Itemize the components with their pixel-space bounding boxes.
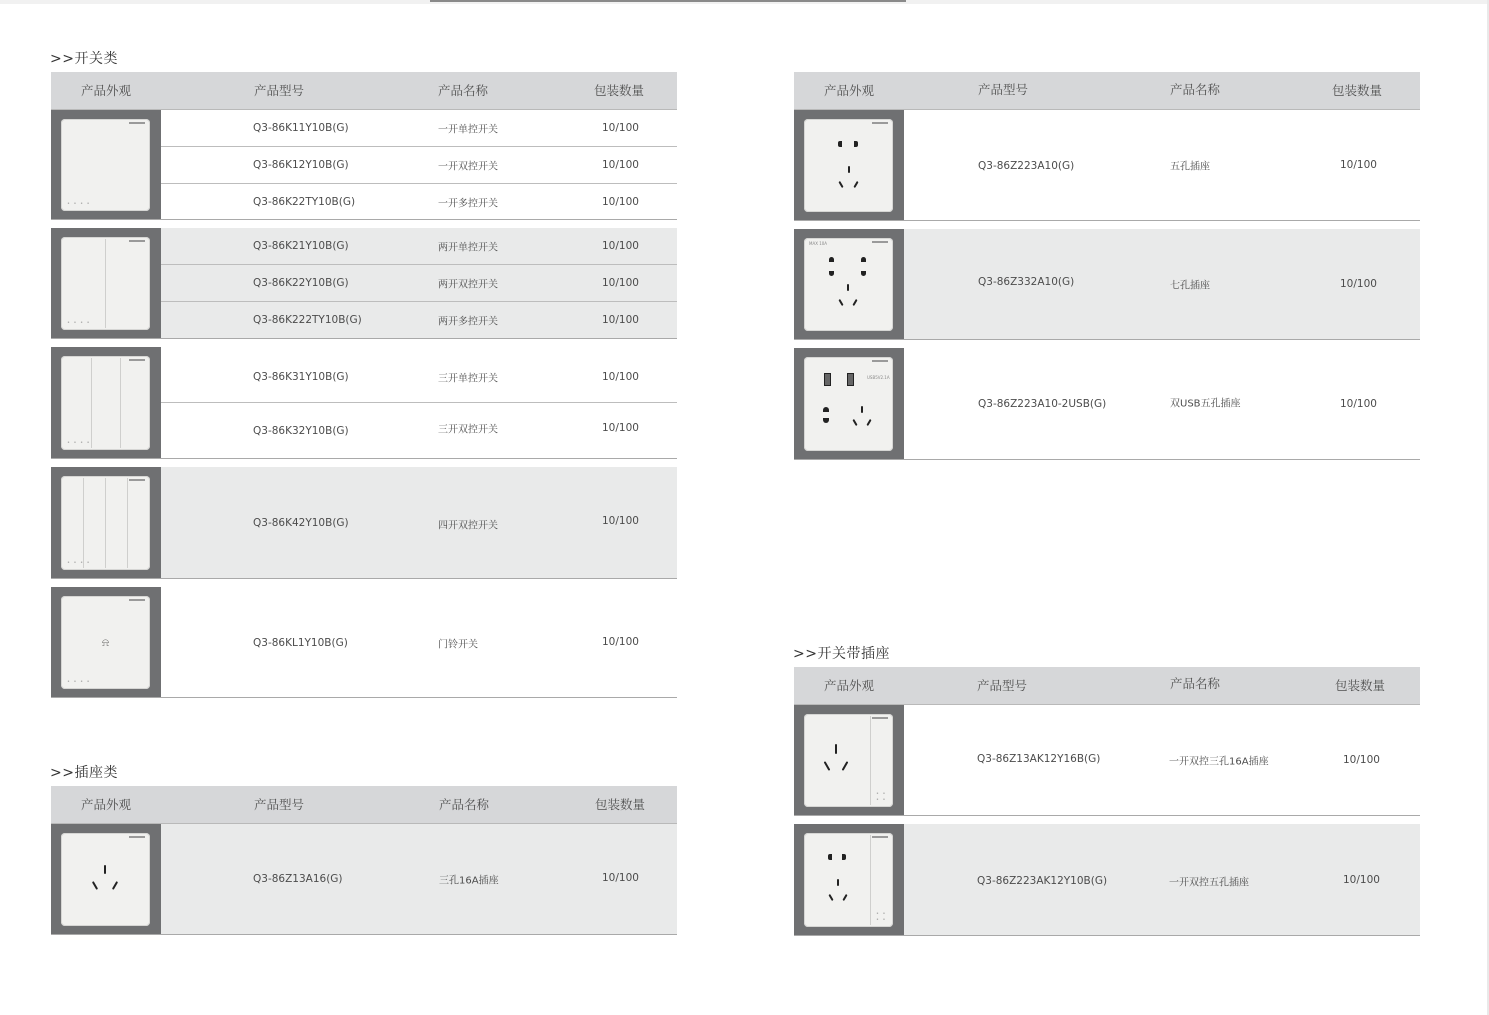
top-strip-line — [430, 0, 906, 2]
switches-table — [51, 72, 677, 698]
table-row — [161, 587, 677, 697]
table-row — [904, 705, 1420, 815]
qty-cell: 10/100 — [602, 240, 639, 252]
model-cell: Q3-86Z223A10(G) — [978, 160, 1075, 173]
three-hole-socket-image — [61, 833, 150, 926]
switch-five-hole-socket-image: • • • • — [804, 833, 893, 927]
product-image-cell — [794, 110, 904, 220]
header-model: 产品型号 — [254, 83, 305, 98]
model-cell: Q3-86Z223AK12Y10B(G) — [977, 874, 1108, 887]
product-image-cell — [794, 824, 904, 935]
header-name: 产品名称 — [1170, 676, 1221, 691]
header-name: 产品名称 — [439, 797, 490, 812]
usb-five-hole-socket-image — [804, 357, 893, 451]
qty-cell: 10/100 — [602, 370, 639, 383]
header-package: 包装数量 — [594, 83, 645, 98]
qty-cell: 10/100 — [1340, 278, 1377, 290]
qty-cell: 10/100 — [1340, 159, 1377, 171]
model-cell: Q3-86K42Y10B(G) — [253, 516, 349, 529]
product-image-cell — [51, 824, 161, 934]
product-group — [51, 824, 677, 935]
name-cell: 七孔插座 — [1170, 280, 1210, 292]
product-image-cell — [794, 229, 904, 339]
qty-cell: 10/100 — [1340, 397, 1377, 410]
product-group — [51, 587, 677, 698]
section-title-sockets: >>插座类 — [50, 765, 118, 781]
model-cell: Q3-86Z223A10-2USB(G) — [978, 397, 1107, 410]
qty-cell: 10/100 — [602, 636, 639, 648]
header-package: 包装数量 — [1335, 678, 1386, 693]
name-cell: 一开双控开关 — [438, 161, 498, 173]
model-cell: Q3-86KL1Y10B(G) — [253, 637, 348, 650]
table-row — [161, 302, 677, 338]
qty-cell: 10/100 — [1343, 873, 1380, 886]
table-row — [904, 824, 1420, 935]
table-row — [161, 228, 677, 265]
product-group — [794, 348, 1420, 460]
section-title-switch-sockets: >>开关带插座 — [793, 646, 890, 662]
switch-three-hole-socket-image: • • • • — [804, 714, 893, 807]
table-header — [794, 667, 1420, 705]
usb-port-icon — [824, 373, 831, 386]
qty-cell: 10/100 — [602, 871, 639, 884]
model-cell: Q3-86Z332A10(G) — [978, 275, 1075, 288]
table-row — [904, 348, 1420, 459]
product-image-cell — [51, 110, 161, 219]
socket-rating-label: MAX 10A — [809, 241, 828, 246]
name-cell: 一开双控三孔16A插座 — [1169, 756, 1269, 768]
usb-rating-label: USB5V2.1A — [867, 375, 890, 380]
product-group — [51, 347, 677, 459]
name-cell: 一开单控开关 — [438, 124, 498, 136]
single-gang-switch-image: • • • • — [61, 119, 150, 211]
table-header — [51, 786, 677, 824]
product-image-cell — [51, 467, 161, 578]
name-cell: 四开双控开关 — [438, 520, 498, 532]
model-cell: Q3-86Z13A16(G) — [253, 873, 343, 885]
qty-cell: 10/100 — [602, 422, 639, 435]
header-model: 产品型号 — [254, 797, 305, 812]
section-title-switches: >>开关类 — [50, 51, 118, 67]
table-row — [904, 229, 1420, 339]
doorbell-switch-image: ⍾ • • • • — [61, 596, 150, 689]
name-cell: 两开单控开关 — [438, 242, 498, 254]
table-row — [161, 403, 677, 458]
product-image-cell — [794, 705, 904, 815]
product-group — [794, 705, 1420, 816]
name-cell: 五孔插座 — [1170, 161, 1210, 173]
header-package: 包装数量 — [1332, 83, 1383, 98]
sockets-right-table — [794, 72, 1420, 460]
header-image: 产品外观 — [81, 83, 132, 98]
name-cell: 两开双控开关 — [438, 279, 498, 291]
table-row — [161, 347, 677, 403]
model-cell: Q3-86K22TY10B(G) — [253, 195, 356, 208]
qty-cell: 10/100 — [602, 159, 639, 171]
name-cell: 门铃开关 — [438, 639, 478, 651]
header-name: 产品名称 — [1170, 82, 1221, 97]
name-cell: 三孔16A插座 — [439, 875, 499, 887]
sockets-table — [51, 786, 677, 935]
qty-cell: 10/100 — [602, 195, 639, 208]
table-row — [161, 265, 677, 302]
header-image: 产品外观 — [824, 678, 875, 693]
product-group — [51, 228, 677, 339]
product-image-cell — [51, 347, 161, 458]
name-cell: 一开多控开关 — [438, 198, 498, 209]
model-cell: Q3-86K222TY10B(G) — [253, 314, 362, 326]
product-group — [51, 467, 677, 579]
name-cell: 三开单控开关 — [438, 373, 498, 385]
table-row — [161, 467, 677, 578]
product-group — [794, 110, 1420, 221]
model-cell: Q3-86K31Y10B(G) — [253, 370, 349, 383]
product-image-cell — [51, 587, 161, 697]
table-row — [161, 824, 677, 934]
model-cell: Q3-86K12Y10B(G) — [253, 159, 349, 171]
table-row — [161, 184, 677, 219]
name-cell: 双USB五孔插座 — [1170, 398, 1241, 410]
product-image-cell — [51, 228, 161, 338]
header-model: 产品型号 — [977, 678, 1028, 693]
seven-hole-socket-image — [804, 238, 893, 331]
name-cell: 三开双控开关 — [438, 424, 498, 436]
table-row — [161, 110, 677, 147]
qty-cell: 10/100 — [602, 515, 639, 528]
product-group — [51, 110, 677, 220]
header-name: 产品名称 — [438, 83, 489, 98]
table-header — [794, 72, 1420, 110]
usb-port-icon — [847, 373, 854, 386]
switch-sockets-table — [794, 667, 1420, 936]
model-cell: Q3-86K32Y10B(G) — [253, 424, 349, 437]
quad-gang-switch-image: • • • • — [61, 476, 150, 570]
name-cell: 两开多控开关 — [438, 316, 498, 328]
table-row — [904, 110, 1420, 220]
product-image-cell — [794, 348, 904, 459]
bell-icon: ⍾ — [101, 635, 110, 649]
product-group — [794, 229, 1420, 340]
product-group — [794, 824, 1420, 936]
double-gang-switch-image: • • • • — [61, 237, 150, 330]
triple-gang-switch-image: • • • • — [61, 356, 150, 450]
model-cell: Q3-86K11Y10B(G) — [253, 122, 349, 134]
table-row — [161, 147, 677, 184]
header-image: 产品外观 — [824, 83, 875, 98]
model-cell: Q3-86K22Y10B(G) — [253, 277, 349, 289]
qty-cell: 10/100 — [602, 277, 639, 289]
five-hole-socket-image — [804, 119, 893, 212]
table-header — [51, 72, 677, 110]
qty-cell: 10/100 — [602, 314, 639, 326]
header-image: 产品外观 — [81, 797, 132, 812]
qty-cell: 10/100 — [1343, 754, 1380, 766]
name-cell: 一开双控五孔插座 — [1169, 877, 1249, 889]
header-package: 包装数量 — [595, 797, 646, 812]
header-model: 产品型号 — [978, 82, 1029, 97]
model-cell: Q3-86Z13AK12Y16B(G) — [977, 752, 1101, 765]
model-cell: Q3-86K21Y10B(G) — [253, 240, 349, 252]
top-strip — [0, 0, 1489, 4]
qty-cell: 10/100 — [602, 122, 639, 134]
